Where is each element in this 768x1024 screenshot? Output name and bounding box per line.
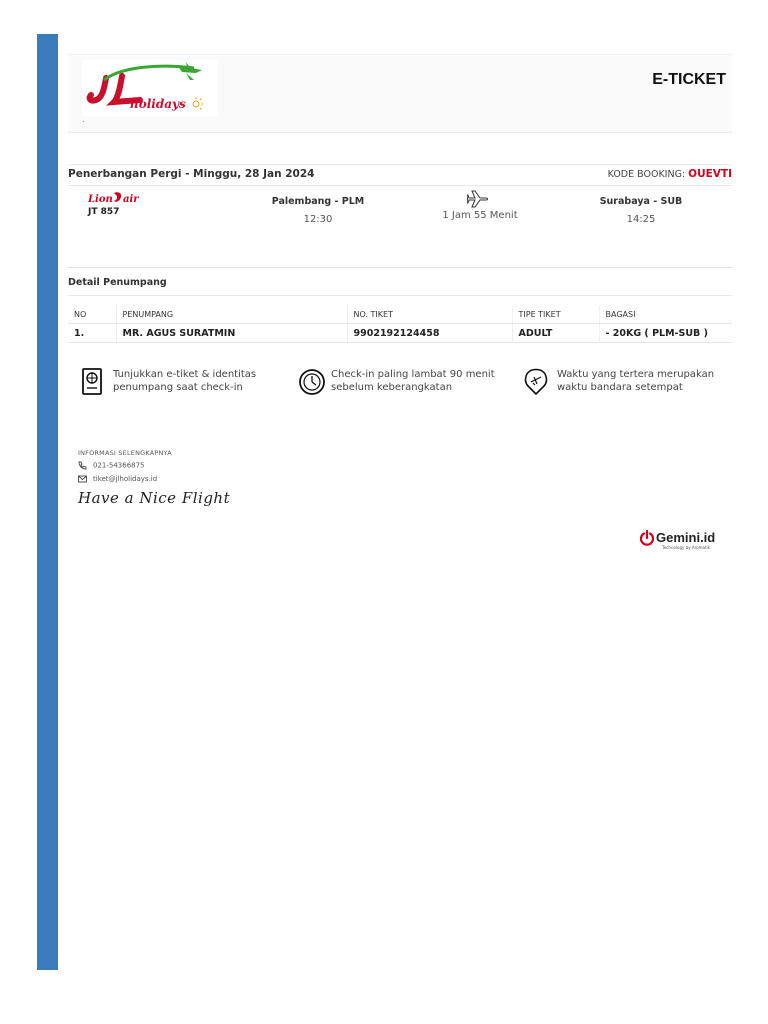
contact-email-row xyxy=(78,475,157,483)
table-header-row xyxy=(68,306,732,324)
gemini-logo xyxy=(638,530,718,554)
ticket-header xyxy=(68,54,732,133)
flight-number: JT 857 xyxy=(88,207,120,217)
tagline: Have a Nice Flight xyxy=(78,489,231,507)
passenger-name: MR. AGUS SURATMIN xyxy=(116,324,347,343)
info-item-checkin xyxy=(298,366,508,398)
svg-text:air: air xyxy=(123,194,139,205)
clock-icon xyxy=(298,368,326,396)
gemini-sub: Technology by Aromatik xyxy=(662,545,710,550)
baggage: - 20KG ( PLM-SUB ) xyxy=(599,324,732,343)
gemini-brand: Gemini.id xyxy=(656,530,716,545)
contact-phone: 021-54366875 xyxy=(93,461,145,470)
info-line: Tunjukkan e-tiket & identitas xyxy=(113,369,257,380)
booking-label: KODE BOOKING: xyxy=(607,169,686,180)
column-header: NO xyxy=(68,306,116,324)
flight-header-bar xyxy=(68,164,732,186)
plane-badge-icon xyxy=(524,368,548,396)
info-line: Check-in paling lambat 90 menit xyxy=(331,369,495,380)
passenger-table xyxy=(68,306,732,343)
flight-duration: 1 Jam 55 Menit xyxy=(442,210,518,221)
power-icon xyxy=(639,530,655,546)
flight-title: Penerbangan Pergi - Minggu, 28 Jan 2024 xyxy=(68,168,315,180)
jl-holidays-logo xyxy=(82,60,218,116)
passport-icon xyxy=(80,368,104,396)
contact-email: tiket@jlholidays.id xyxy=(93,475,158,483)
jl-logo-graphic xyxy=(82,60,218,116)
divider xyxy=(68,295,732,296)
page-title: E-TICKET xyxy=(652,71,726,88)
booking-code: OUEVTI xyxy=(688,168,732,180)
logo-caption: . xyxy=(82,115,85,124)
airplane-icon xyxy=(467,189,489,209)
info-item-local-time xyxy=(524,366,734,398)
origin-airport: Palembang - PLM xyxy=(271,196,365,207)
ticket-number: 9902192124458 xyxy=(347,324,512,343)
column-header: BAGASI xyxy=(599,306,732,324)
ticket-type: ADULT xyxy=(512,324,599,343)
info-line: Waktu yang tertera merupakan xyxy=(557,369,715,380)
info-text xyxy=(113,368,256,394)
info-line: waktu bandara setempat xyxy=(557,382,683,393)
left-accent-bar xyxy=(37,34,58,970)
info-text xyxy=(331,368,495,394)
destination-airport: Surabaya - SUB xyxy=(599,196,683,207)
svg-text:holidays: holidays xyxy=(130,97,186,111)
booking-code-block xyxy=(608,168,732,180)
table-row xyxy=(68,324,732,343)
passenger-section-title: Detail Penumpang xyxy=(68,277,167,288)
phone-icon xyxy=(78,461,87,470)
contact-phone-row xyxy=(78,461,145,470)
contact-title: INFORMASI SELENGKAPNYA xyxy=(78,449,172,457)
column-header: TIPE TIKET xyxy=(512,306,599,324)
column-header: PENUMPANG xyxy=(116,306,347,324)
column-header: NO. TIKET xyxy=(347,306,512,324)
svg-text:Lion: Lion xyxy=(88,194,113,205)
departure-time: 12:30 xyxy=(303,214,333,225)
info-item-identity xyxy=(80,366,290,398)
passenger-no: 1. xyxy=(68,324,116,343)
info-text xyxy=(557,368,714,394)
mail-icon xyxy=(78,475,87,483)
arrival-time: 14:25 xyxy=(626,214,656,225)
info-line: penumpang saat check-in xyxy=(113,382,243,393)
flight-details xyxy=(68,187,732,268)
info-line: sebelum keberangkatan xyxy=(331,382,453,393)
